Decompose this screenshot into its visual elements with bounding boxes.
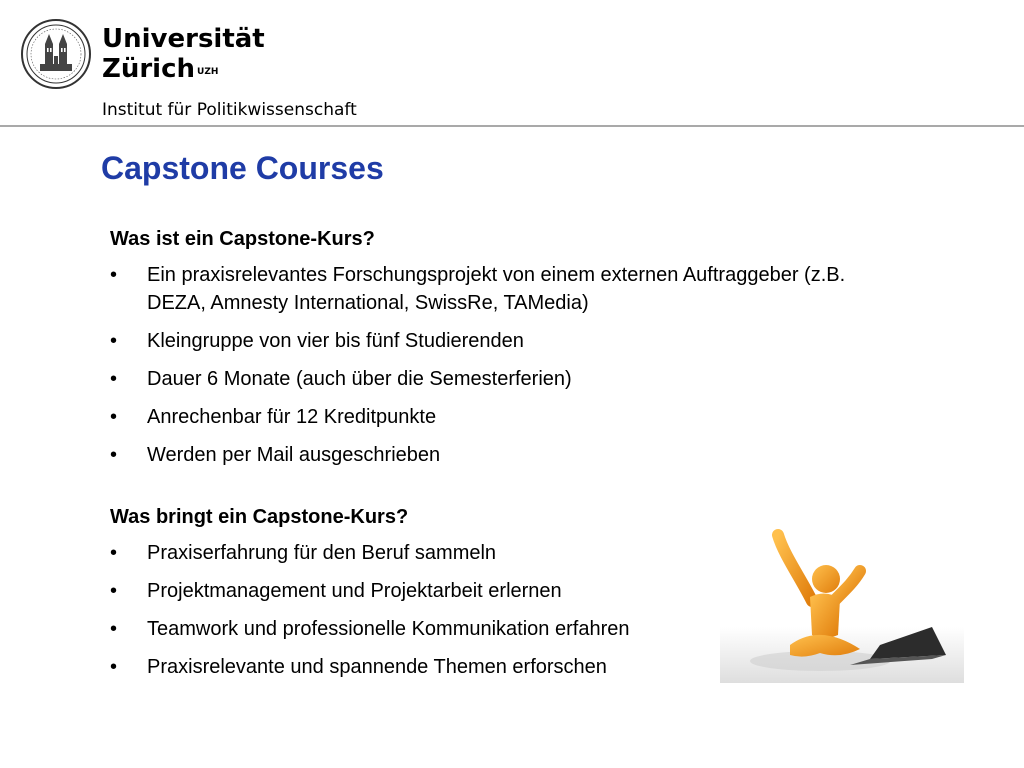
bullet-icon: • <box>110 656 118 678</box>
section-list-what <box>110 261 870 469</box>
cheering-figure-laptop-icon <box>720 527 964 683</box>
bullet-icon: • <box>110 368 118 390</box>
header-divider <box>0 125 1024 127</box>
bullet-icon: • <box>110 580 118 602</box>
bullet-icon: • <box>110 330 118 352</box>
list-item: • Anrechenbar für 12 Kreditpunkte <box>110 403 870 431</box>
university-abbrev: UZH <box>197 67 219 77</box>
list-item: • Praxisrelevante und spannende Themen erforschen <box>110 653 870 681</box>
university-name-line1: Universität <box>102 24 265 54</box>
list-item: • Kleingruppe von vier bis fünf Studierenden <box>110 327 870 355</box>
university-seal-icon <box>20 18 92 90</box>
section-heading-benefits: Was bringt ein Capstone-Kurs? <box>110 506 409 528</box>
university-wordmark <box>102 24 265 84</box>
list-item: • Praxiserfahrung für den Beruf sammeln <box>110 539 870 567</box>
bullet-icon: • <box>110 618 118 640</box>
institute-name: Institut für Politikwissenschaft <box>102 100 357 120</box>
university-name-line2: Zürich <box>102 54 196 84</box>
slide-title: Capstone Courses <box>101 150 384 186</box>
list-item: • Dauer 6 Monate (auch über die Semesterferien) <box>110 365 870 393</box>
list-item: • Werden per Mail ausgeschrieben <box>110 441 870 469</box>
bullet-icon: • <box>110 542 118 564</box>
bullet-icon: • <box>110 264 118 286</box>
bullet-icon: • <box>110 406 118 428</box>
bullet-icon: • <box>110 444 118 466</box>
list-item: • Ein praxisrelevantes Forschungsprojekt von einem externen Auftraggeber (z.B. DEZA, Amnesty International, SwissRe, TAMedia) <box>110 261 870 317</box>
list-item: • Projektmanagement und Projektarbeit erlernen <box>110 577 870 605</box>
section-heading-what: Was ist ein Capstone-Kurs? <box>110 228 375 250</box>
list-item: • Teamwork und professionelle Kommunikation erfahren <box>110 615 870 643</box>
